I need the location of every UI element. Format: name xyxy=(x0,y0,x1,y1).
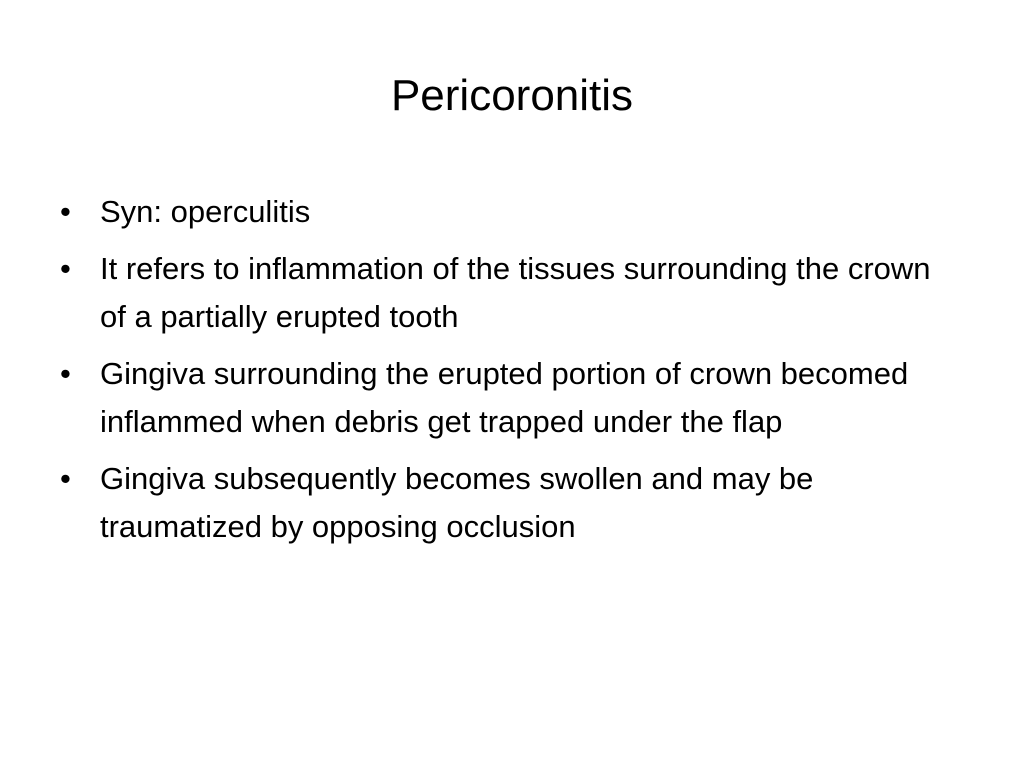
slide-title: Pericoronitis xyxy=(390,71,634,120)
bullet-dot-icon: • xyxy=(60,194,71,229)
bullet-item xyxy=(60,188,960,236)
bullet-dot-icon: • xyxy=(60,251,71,286)
bullet-text: Gingiva surrounding the erupted portion of crown becomed inflammed when debris get trapped under the flap xyxy=(100,356,909,439)
bullet-item xyxy=(60,455,960,551)
bullet-dot-icon: • xyxy=(60,461,71,496)
bullet-list xyxy=(60,188,960,560)
bullet-item xyxy=(60,245,960,341)
bullet-text: It refers to inflammation of the tissues surrounding the crown of a partially erupted tooth xyxy=(100,251,931,334)
bullet-dot-icon: • xyxy=(60,356,71,391)
bullet-text: Gingiva subsequently becomes swollen and may be traumatized by opposing occlusion xyxy=(100,461,814,544)
bullet-text: Syn: operculitis xyxy=(100,194,311,229)
bullet-item xyxy=(60,350,960,446)
